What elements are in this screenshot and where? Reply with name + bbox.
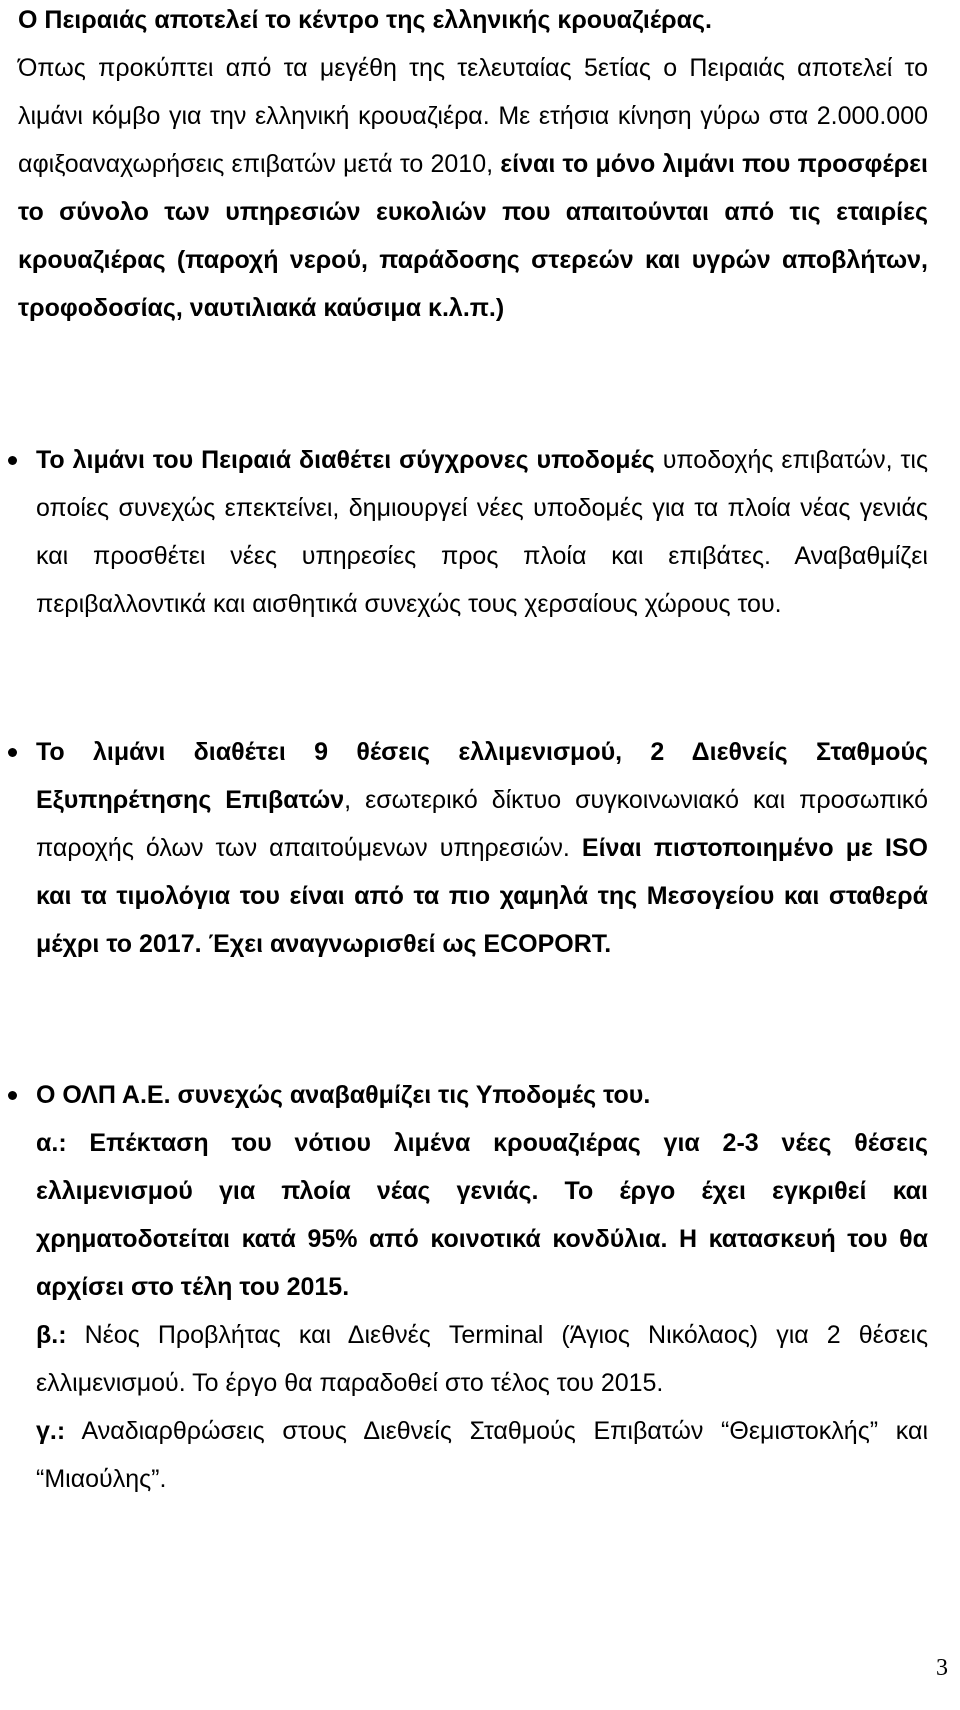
intro-text-bold: είναι το μόνο λιμάνι που προσφέρει το σύνολο των υπηρεσιών ευκολιών που απαιτούνται από τις εταιρίες κρουαζιέρας (παροχή νερού, παράδοσης στερεών και υγρών αποβλήτων, τροφοδοσίας, ναυτιλιακά καύσιμα κ.λ.π.) bbox=[18, 150, 928, 322]
bullet-2-bold-b: Είναι πιστοποιημένο με ISO και τα τιμολόγια του είναι από τα πιο χαμηλά της Μεσογείου και σταθερά μέχρι το 2017. Έχει αναγνωρισθεί ως ECOPORT. bbox=[36, 834, 929, 958]
item-a-text: Επέκταση του νότιου λιμένα κρουαζιέρας για 2-3 νέες θέσεις ελλιμενισμού για πλοία νέας γενιάς. Το έργο έχει εγκριθεί και χρηματοδοτείται κατά 95% από κοινοτικά κονδύλια. Η κατασκευή του θα αρχίσει στο τέλη του 2015. bbox=[36, 1129, 928, 1301]
intro-title: Ο Πειραιάς αποτελεί το κέντρο της ελληνικής κρουαζιέρας. bbox=[18, 6, 712, 34]
intro-text: Όπως προκύπτει από τα μεγέθη της τελευταίας 5ετίας ο Πειραιάς αποτελεί το λιμάνι κόμβο για την ελληνική κρουαζιέρα. Με ετήσια κίνηση γύρω στα 2.000.000 αφιξοαναχωρήσεις επιβατών μετά το 2010, bbox=[18, 54, 928, 178]
bullet-3-marker bbox=[8, 1091, 17, 1100]
bullet-3-heading: Ο ΟΛΠ Α.Ε. συνεχώς αναβαθμίζει τις Υποδομές του. bbox=[36, 1081, 651, 1109]
bullet-1-paragraph bbox=[36, 436, 928, 628]
intro-paragraph bbox=[18, 0, 928, 332]
item-b-label: β.: bbox=[36, 1321, 67, 1349]
bullet-2-bold-a: Το λιμάνι διαθέτει 9 θέσεις ελλιμενισμού, 2 Διεθνείς Σταθμούς Εξυπηρέτησης Επιβατών bbox=[36, 738, 928, 814]
item-a-label: α.: bbox=[36, 1129, 67, 1157]
bullet-3-paragraph bbox=[36, 1071, 928, 1503]
page-number: 3 bbox=[936, 1655, 948, 1681]
bullet-2-paragraph bbox=[36, 728, 928, 968]
bullet-1-bold: Το λιμάνι του Πειραιά διαθέτει σύγχρονες υποδομές bbox=[36, 446, 655, 474]
bullet-2-text: , εσωτερικό δίκτυο συγκοινωνιακό και προσωπικό παροχής όλων των απαιτούμενων υπηρεσιών. bbox=[36, 786, 928, 862]
bullet-1-marker bbox=[8, 456, 17, 465]
bullet-1-text: υποδοχής επιβατών, τις οποίες συνεχώς επεκτείνει, δημιουργεί νέες υποδομές για τα πλοία νέας γενιάς και προσθέτει νέες υπηρεσίες προς πλοία και επιβάτες. Αναβαθμίζει περιβαλλοντικά και αισθητικά συνεχώς τους χερσαίους χώρους του. bbox=[36, 446, 928, 618]
item-c-label: γ.: bbox=[36, 1417, 66, 1445]
item-b-text: Νέος Προβλήτας και Διεθνές Terminal (Άγιος Νικόλαος) για 2 θέσεις ελλιμενισμού. Το έργο θα παραδοθεί στο τέλος του 2015. bbox=[36, 1321, 928, 1397]
item-c-text: Αναδιαρθρώσεις στους Διεθνείς Σταθμούς Επιβατών “Θεμιστοκλής” και “Μιαούλης”. bbox=[36, 1417, 928, 1493]
bullet-2-marker bbox=[8, 748, 17, 757]
